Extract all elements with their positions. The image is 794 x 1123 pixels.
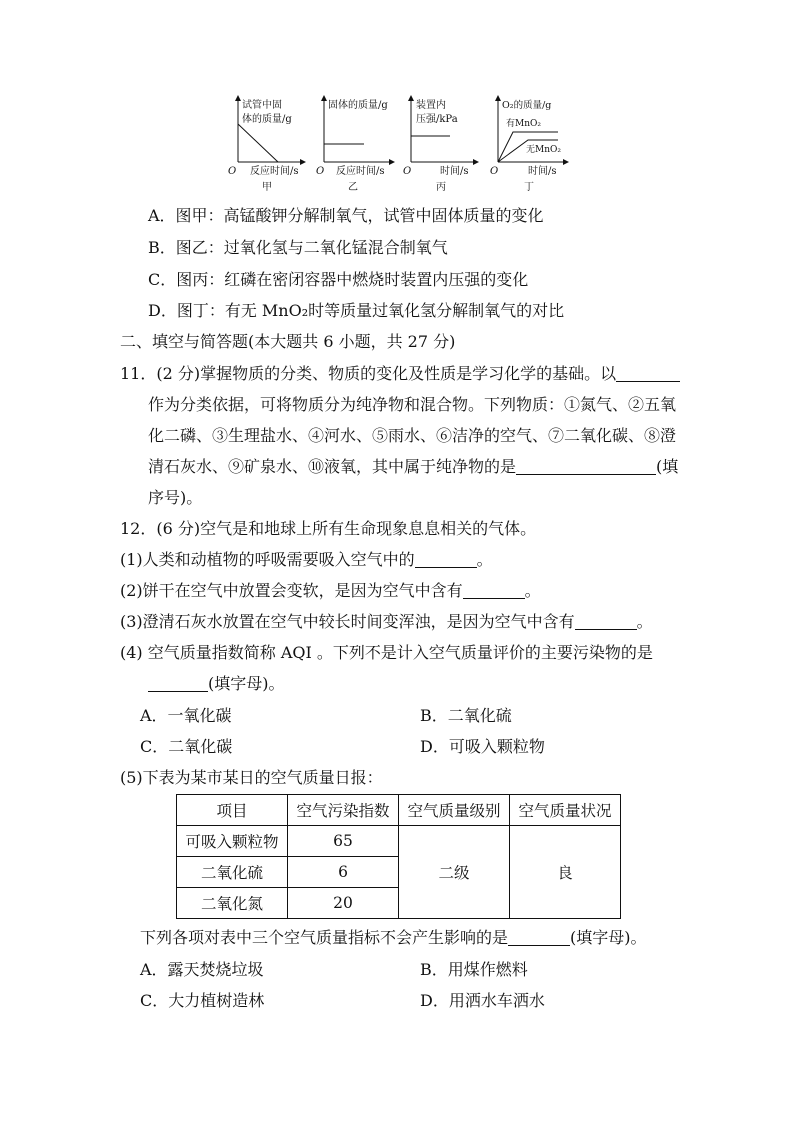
table-row: [177, 826, 621, 857]
q11-text-4: 清石灰水、⑨矿泉水、⑩液氧，其中属于纯净物的是: [148, 457, 517, 476]
q11-line-3: 化二磷、③生理盐水、④河水、⑤雨水、⑥洁净的空气、⑦二氧化碳、⑧澄: [148, 426, 677, 445]
table-cell: 20: [288, 888, 399, 919]
q11-line-2: 作为分类依据，可将物质分为纯净物和混合物。下列物质：①氮气、②五氧: [148, 395, 677, 414]
chart-bing-ylabel-1: 装置内: [416, 100, 446, 111]
table-cell-level: 二级: [399, 826, 510, 919]
chart-jia-origin: O: [228, 166, 237, 177]
q10-option-a: A．图甲：高锰酸钾分解制氧气，试管中固体质量的变化: [148, 206, 544, 225]
q12-part-3-end: 。: [636, 612, 653, 631]
q12-part-5-question-end: (填字母)。: [570, 928, 647, 947]
q12-4-option-a: A．一氧化碳: [140, 706, 232, 725]
q10-option-c: C．图丙：红磷在密闭容器中燃烧时装置内压强的变化: [148, 270, 529, 289]
q12-part-3-text: (3)澄清石灰水放置在空气中较长时间变浑浊，是因为空气中含有: [120, 612, 575, 631]
chart-bing-xlabel: 时间/s: [440, 166, 469, 177]
table-cell: 可吸入颗粒物: [177, 826, 288, 857]
q12-5-option-d: D．用洒水车洒水: [420, 991, 545, 1010]
q11-line-1: [120, 364, 680, 384]
table-cell: 二氧化硫: [177, 857, 288, 888]
q12-part-5-question: [140, 928, 647, 948]
chart-jia-caption: 甲: [262, 182, 272, 193]
q10-option-b: B．图乙：过氧化氢与二氧化锰混合制氧气: [148, 238, 448, 257]
table-header-row: [177, 795, 621, 826]
chart-ding-ylabel: O₂的质量/g: [502, 100, 552, 111]
q11-text-1: 11．(2 分)掌握物质的分类、物质的变化及性质是学习化学的基础。以: [120, 364, 617, 383]
q12-part-1-end: 。: [476, 550, 493, 569]
q12-part-4-cont: [148, 674, 285, 694]
chart-ding-caption: 丁: [524, 182, 534, 193]
table-header-cell: 空气质量级别: [399, 795, 510, 826]
q12-blank-1[interactable]: [415, 551, 477, 568]
chart-bing: [403, 98, 476, 193]
q12-4-option-b: B．二氧化硫: [420, 706, 512, 725]
q12-part-1-text: (1)人类和动植物的呼吸需要吸入空气中的: [120, 550, 415, 569]
chart-yi-caption: 乙: [348, 182, 358, 193]
chart-ding-series-without: 无MnO₂: [526, 145, 561, 155]
q12-part-2-text: (2)饼干在空气中放置会变软，是因为空气中含有: [120, 581, 463, 600]
q12-blank-3[interactable]: [575, 613, 637, 630]
q12-part-3: [120, 612, 653, 632]
q12-blank-4[interactable]: [148, 675, 208, 692]
q12-5-option-a: A．露天焚烧垃圾: [140, 960, 264, 979]
chart-ding-origin: O: [490, 166, 499, 177]
table-header-cell: 空气质量状况: [510, 795, 621, 826]
q12-5-option-b: B．用煤作燃料: [420, 960, 528, 979]
chart-jia-curve: [238, 124, 278, 162]
q12-part-5: (5)下表为某市某日的空气质量日报：: [120, 768, 383, 787]
chart-bing-ylabel-2: 压强/kPa: [416, 114, 458, 125]
q10-option-d: D．图丁：有无 MnO₂时等质量过氧化氢分解制氧气的对比: [148, 301, 565, 320]
q12-part-2-end: 。: [524, 581, 541, 600]
chart-yi-ylabel: 固体的质量/g: [328, 100, 388, 111]
chart-yi-origin: O: [316, 166, 325, 177]
table-header-cell: 项目: [177, 795, 288, 826]
q11-line-4: [148, 457, 678, 477]
chart-jia-ylabel-2: 体的质量/g: [242, 114, 292, 125]
q12-part-1: [120, 550, 493, 570]
chart-yi-xlabel: 反应时间/s: [336, 166, 385, 177]
chart-ding-series-with: 有MnO₂: [506, 119, 541, 129]
q12-part-4: (4) 空气质量指数简称 AQI 。下列不是计入空气质量评价的主要污染物的是: [120, 643, 653, 662]
q11-blank-2[interactable]: [516, 458, 656, 475]
q12-stem: 12．(6 分)空气是和地球上所有生命现象息息相关的气体。: [120, 519, 537, 538]
chart-ding: [490, 98, 566, 193]
q12-part-5-question-text: 下列各项对表中三个空气质量指标不会产生影响的是: [140, 928, 509, 947]
chart-jia-ylabel-1: 试管中固: [242, 100, 282, 111]
q11-blank-1[interactable]: [616, 365, 680, 382]
table-cell-status: 良: [510, 826, 621, 919]
q12-4-option-c: C．二氧化碳: [140, 737, 233, 756]
chart-jia-xlabel: 反应时间/s: [250, 166, 299, 177]
table-header-cell: 空气污染指数: [288, 795, 399, 826]
table-cell: 二氧化氮: [177, 888, 288, 919]
q12-4-option-d: D．可吸入颗粒物: [420, 737, 545, 756]
chart-jia: [228, 98, 303, 193]
q12-blank-5[interactable]: [508, 929, 570, 946]
q11-text-4-end: (填: [656, 457, 679, 476]
q12-blank-2[interactable]: [463, 582, 525, 599]
q12-part-2: [120, 581, 541, 601]
q12-part-4-end: (填字母)。: [208, 674, 285, 693]
section-2-title: 二、填空与简答题(本大题共 6 小题，共 27 分): [120, 332, 456, 351]
chart-bing-caption: 丙: [436, 182, 446, 193]
chart-ding-xlabel: 时间/s: [528, 166, 557, 177]
q10-chart-row: [228, 94, 573, 200]
q12-5-option-c: C．大力植树造林: [140, 991, 265, 1010]
table-cell: 6: [288, 857, 399, 888]
table-cell: 65: [288, 826, 399, 857]
chart-yi: [316, 98, 392, 193]
chart-bing-origin: O: [403, 166, 412, 177]
q11-line-5: 序号)。: [148, 488, 203, 507]
air-quality-table: [176, 794, 621, 919]
